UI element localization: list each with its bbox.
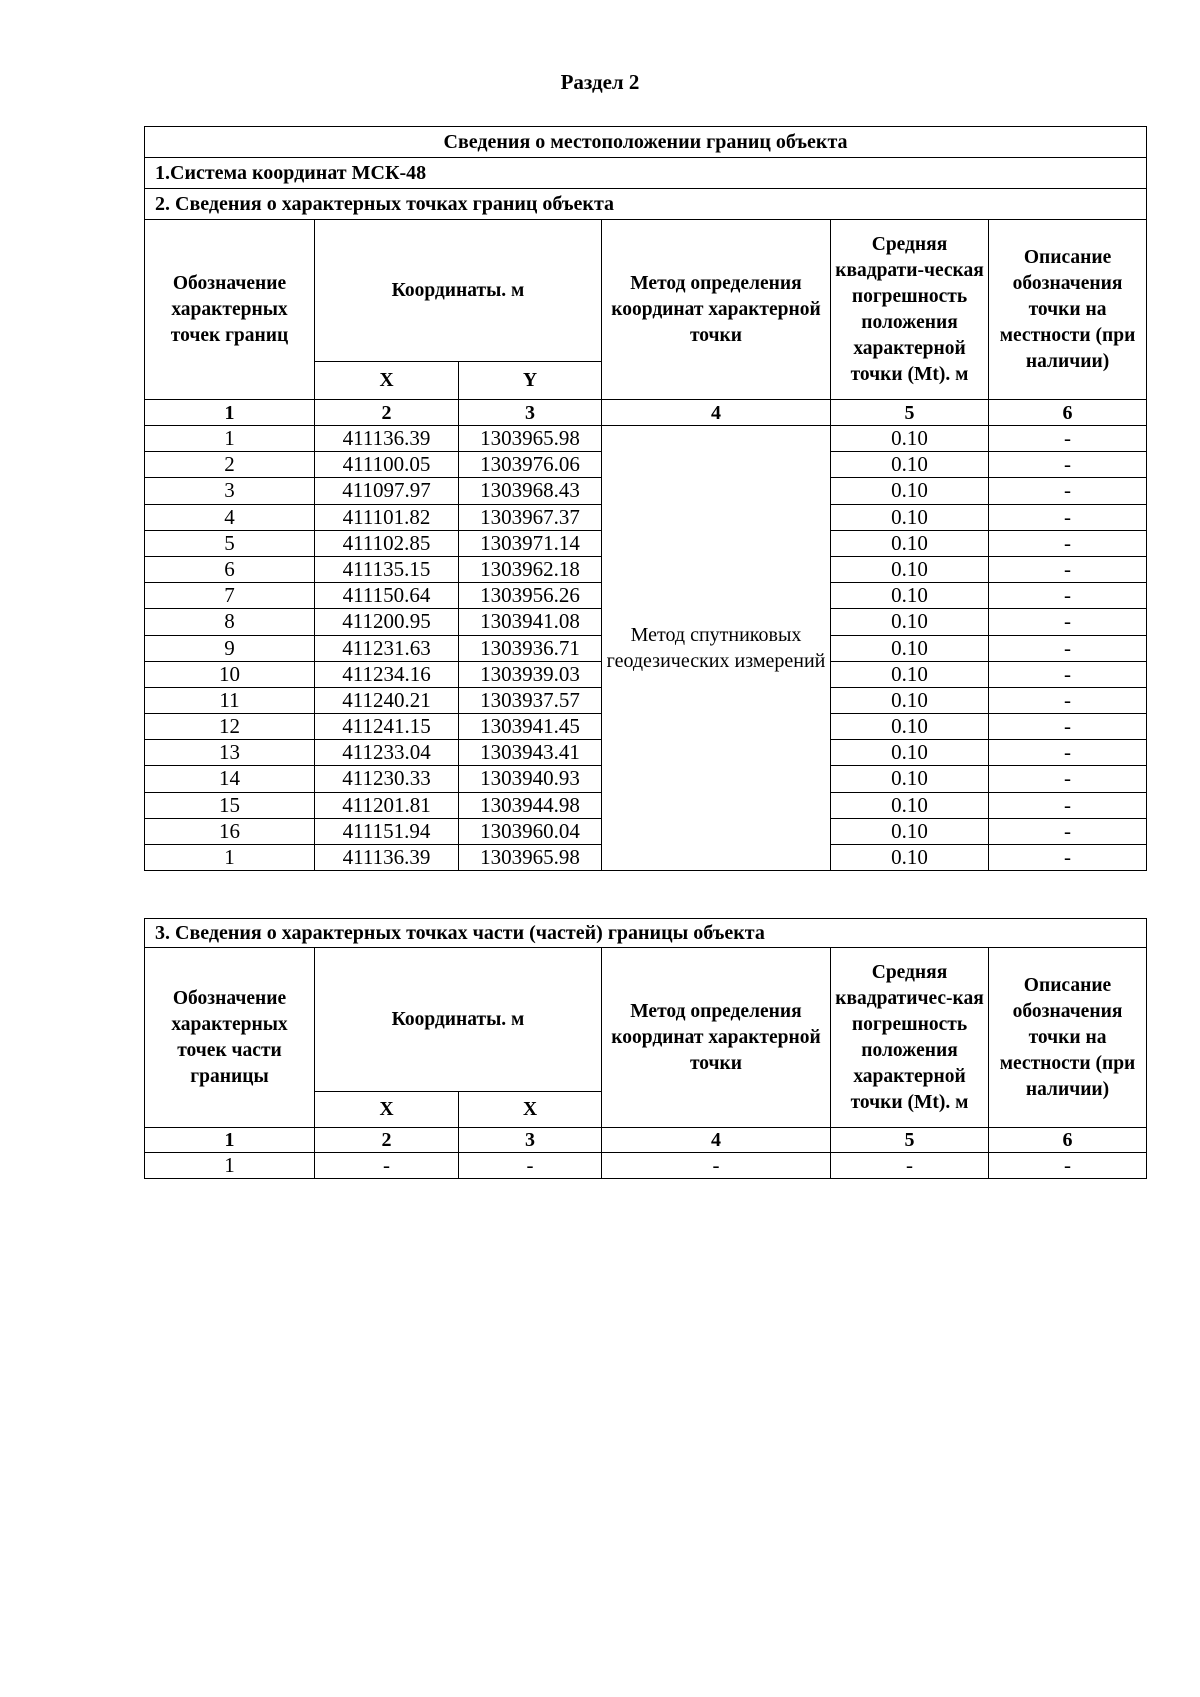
header-point-designation: Обозначение характерных точек границ: [145, 220, 315, 400]
x-cell: 411234.16: [315, 661, 459, 687]
description-cell: -: [989, 583, 1147, 609]
header-x: X: [315, 1092, 459, 1128]
mt-cell: 0.10: [831, 714, 989, 740]
mt-cell: 0.10: [831, 583, 989, 609]
table-title: Сведения о местоположении границ объекта: [145, 127, 1147, 158]
y-cell: 1303941.45: [459, 714, 602, 740]
x-cell: 411200.95: [315, 609, 459, 635]
part-boundary-points-table: [144, 918, 1147, 1179]
point-number-cell: 16: [145, 818, 315, 844]
y-cell: 1303965.98: [459, 845, 602, 871]
description-cell: -: [989, 452, 1147, 478]
description-cell: -: [989, 635, 1147, 661]
table-row: [145, 426, 1147, 452]
y-cell: 1303960.04: [459, 818, 602, 844]
y-cell: 1303936.71: [459, 635, 602, 661]
y-cell: 1303967.37: [459, 504, 602, 530]
header-x: X: [315, 362, 459, 400]
boundary-points-table: [144, 126, 1147, 871]
header-description: Описание обозначения точки на местности (при наличии): [989, 220, 1147, 400]
description-cell: -: [989, 845, 1147, 871]
description-cell: -: [989, 740, 1147, 766]
header-method: Метод определения координат характерной точки: [602, 948, 831, 1128]
page-title: Раздел 2: [560, 70, 640, 94]
point-number-cell: 14: [145, 766, 315, 792]
column-number: 6: [989, 400, 1147, 426]
description-cell: -: [989, 556, 1147, 582]
method-cell: -: [602, 1153, 831, 1179]
mt-cell: 0.10: [831, 766, 989, 792]
x-cell: 411135.15: [315, 556, 459, 582]
y-cell: 1303937.57: [459, 687, 602, 713]
description-cell: -: [989, 426, 1147, 452]
y-cell: 1303962.18: [459, 556, 602, 582]
column-number: 1: [145, 400, 315, 426]
method-cell: Метод спутниковых геодезических измерений: [602, 426, 831, 871]
mt-cell: 0.10: [831, 452, 989, 478]
point-number-cell: 3: [145, 478, 315, 504]
header-coordinates: Координаты. м: [315, 220, 602, 362]
y-cell: 1303971.14: [459, 530, 602, 556]
column-number: 6: [989, 1128, 1147, 1153]
description-cell: -: [989, 818, 1147, 844]
x-cell: 411151.94: [315, 818, 459, 844]
point-number-cell: 9: [145, 635, 315, 661]
x-cell: 411231.63: [315, 635, 459, 661]
point-number-cell: 15: [145, 792, 315, 818]
description-cell: -: [989, 530, 1147, 556]
y-cell: 1303956.26: [459, 583, 602, 609]
x-cell: 411100.05: [315, 452, 459, 478]
column-number: 4: [602, 1128, 831, 1153]
x-cell: 411101.82: [315, 504, 459, 530]
mt-cell: 0.10: [831, 478, 989, 504]
point-number-cell: 4: [145, 504, 315, 530]
mt-cell: 0.10: [831, 556, 989, 582]
header-mean-square-error: Средняя квадратичес-кая погрешность положения характерной точки (Mt). м: [831, 948, 989, 1128]
section-2-title: 2. Сведения о характерных точках границ объекта: [145, 189, 1147, 220]
column-number: 5: [831, 400, 989, 426]
description-cell: -: [989, 504, 1147, 530]
description-cell: -: [989, 609, 1147, 635]
header-y: Y: [459, 362, 602, 400]
point-number-cell: 11: [145, 687, 315, 713]
description-cell: -: [989, 792, 1147, 818]
mt-cell: 0.10: [831, 530, 989, 556]
x-cell: 411150.64: [315, 583, 459, 609]
header-coordinates: Координаты. м: [315, 948, 602, 1092]
column-number: 4: [602, 400, 831, 426]
point-number-cell: 1: [145, 1153, 315, 1179]
description-cell: -: [989, 714, 1147, 740]
point-number-cell: 6: [145, 556, 315, 582]
y-cell: 1303939.03: [459, 661, 602, 687]
description-cell: -: [989, 661, 1147, 687]
y-cell: 1303968.43: [459, 478, 602, 504]
y-cell: -: [459, 1153, 602, 1179]
description-cell: -: [989, 478, 1147, 504]
crs-label: 1.Система координат МСК-48: [145, 158, 1147, 189]
x-cell: 411241.15: [315, 714, 459, 740]
point-number-cell: 13: [145, 740, 315, 766]
x-cell: 411097.97: [315, 478, 459, 504]
point-number-cell: 5: [145, 530, 315, 556]
mt-cell: 0.10: [831, 504, 989, 530]
description-cell: -: [989, 687, 1147, 713]
x-cell: 411240.21: [315, 687, 459, 713]
header-description: Описание обозначения точки на местности (при наличии): [989, 948, 1147, 1128]
x-cell: 411136.39: [315, 845, 459, 871]
column-numbers-row: [145, 400, 1147, 426]
point-number-cell: 7: [145, 583, 315, 609]
mt-cell: 0.10: [831, 635, 989, 661]
x-cell: 411102.85: [315, 530, 459, 556]
point-number-cell: 1: [145, 426, 315, 452]
x-cell: -: [315, 1153, 459, 1179]
x-cell: 411230.33: [315, 766, 459, 792]
column-number: 2: [315, 1128, 459, 1153]
point-number-cell: 10: [145, 661, 315, 687]
table-row: [145, 1153, 1147, 1179]
y-cell: 1303940.93: [459, 766, 602, 792]
column-number: 3: [459, 400, 602, 426]
column-numbers-row: [145, 1128, 1147, 1153]
mt-cell: 0.10: [831, 818, 989, 844]
mt-cell: 0.10: [831, 609, 989, 635]
y-cell: 1303976.06: [459, 452, 602, 478]
x-cell: 411136.39: [315, 426, 459, 452]
point-number-cell: 8: [145, 609, 315, 635]
column-number: 2: [315, 400, 459, 426]
point-number-cell: 2: [145, 452, 315, 478]
x-cell: 411201.81: [315, 792, 459, 818]
section-3-title: 3. Сведения о характерных точках части (частей) границы объекта: [145, 919, 1147, 948]
x-cell: 411233.04: [315, 740, 459, 766]
header-point-designation: Обозначение характерных точек части границы: [145, 948, 315, 1128]
point-number-cell: 1: [145, 845, 315, 871]
y-cell: 1303944.98: [459, 792, 602, 818]
mt-cell: 0.10: [831, 740, 989, 766]
mt-cell: -: [831, 1153, 989, 1179]
y-cell: 1303943.41: [459, 740, 602, 766]
column-number: 5: [831, 1128, 989, 1153]
header-method: Метод определения координат характерной точки: [602, 220, 831, 400]
header-x-second: X: [459, 1092, 602, 1128]
description-cell: -: [989, 1153, 1147, 1179]
mt-cell: 0.10: [831, 661, 989, 687]
mt-cell: 0.10: [831, 687, 989, 713]
column-number: 3: [459, 1128, 602, 1153]
point-number-cell: 12: [145, 714, 315, 740]
header-mean-square-error: Средняя квадрати-ческая погрешность положения характерной точки (Mt). м: [831, 220, 989, 400]
mt-cell: 0.10: [831, 792, 989, 818]
mt-cell: 0.10: [831, 426, 989, 452]
y-cell: 1303965.98: [459, 426, 602, 452]
y-cell: 1303941.08: [459, 609, 602, 635]
description-cell: -: [989, 766, 1147, 792]
column-number: 1: [145, 1128, 315, 1153]
mt-cell: 0.10: [831, 845, 989, 871]
